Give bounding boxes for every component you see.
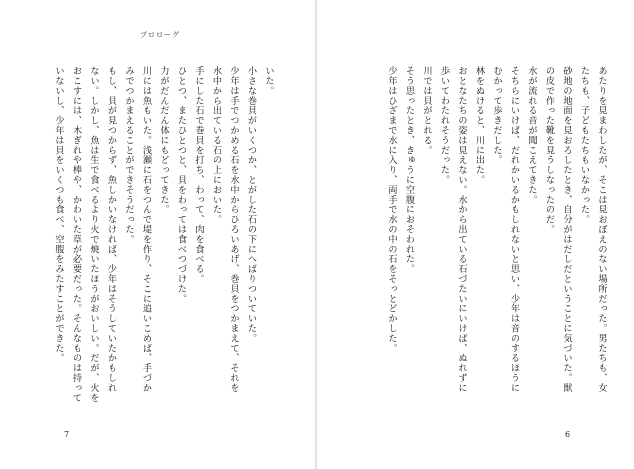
- text-line: 砂地の地面を見おろしたとき、自分がはだしだということに気づいた。獣: [561, 66, 572, 393]
- text-line: ない。しかし、魚は生で食べるより火で焼いたほうがおいしい。だが、火を: [88, 66, 99, 403]
- text-line: いた。: [263, 66, 274, 96]
- text-line: 歩いてわたれそうだった。: [438, 66, 450, 185]
- text-line: 少年は手でつかめる石を水中からひろいあげ、巻貝をつかまえて、それを: [228, 66, 239, 393]
- text-line: みでつかまえることができそうだった。: [123, 66, 134, 245]
- right-page: [317, 0, 634, 469]
- left-page-text: [50, 66, 278, 411]
- text-line: そう思ったとき、きゅうに空腹におそわれた。: [403, 66, 415, 274]
- text-line: 小さな巻貝がいくつか、とがした石の下にへばりついていた。: [245, 66, 257, 344]
- text-line: ひとつ、またひとつと、貝をわっては食べつづけた。: [175, 66, 187, 304]
- text-line: 川では貝がとれる。: [421, 66, 432, 156]
- text-line: 水中から出ている石の上においた。: [210, 66, 222, 225]
- text-line: あたりを見まわしたが、そこは見おぼえのない場所だった。男たちも、女: [596, 66, 607, 393]
- text-line: 林をぬけると、川に出た。: [473, 66, 485, 185]
- text-line: たちも、子どもたちもいなかった。: [578, 66, 590, 225]
- text-line: おとなたちの姿は見えない。水から出ている石づたいにいけば、ぬれずに: [456, 66, 467, 393]
- text-line: 水が流れる音が聞こえてきた。: [526, 66, 537, 205]
- page-number-left: 7: [64, 430, 70, 439]
- right-page-text: [383, 66, 611, 411]
- text-line: 川には魚もいた。浅瀬に石をつんで堤を作り、そこに追いこめば、手づか: [140, 66, 152, 393]
- text-line: いないし、少年は貝をいくつも食べ、空腹をみたすことができた。: [53, 66, 64, 363]
- text-line: むかって歩きだした。: [491, 66, 502, 165]
- text-line: 少年はひざまで水に入り、両手で水の中の石をそっとどかした。: [386, 66, 397, 354]
- text-line: そちらにいけば、だれかいるかもしれないと思い、少年は音のするほうに: [508, 66, 520, 393]
- text-line: おこすには、木ぎれや棒や、かわいた草が必要だった。そんなものは持って: [70, 66, 82, 403]
- text-line: 手にした石で巻貝を打ち、わって、肉を食べる。: [193, 66, 204, 284]
- text-line: もし、貝が見つからず、魚しかいなければ、少年はそうしていたかもしれ: [105, 66, 117, 393]
- page-number-right: 6: [565, 430, 571, 439]
- running-head: プロローグ: [140, 31, 180, 39]
- text-line: の皮で作った靴を見うしなったのだ。: [543, 66, 555, 235]
- text-line: 力がだんだん体にもどってきた。: [158, 66, 169, 215]
